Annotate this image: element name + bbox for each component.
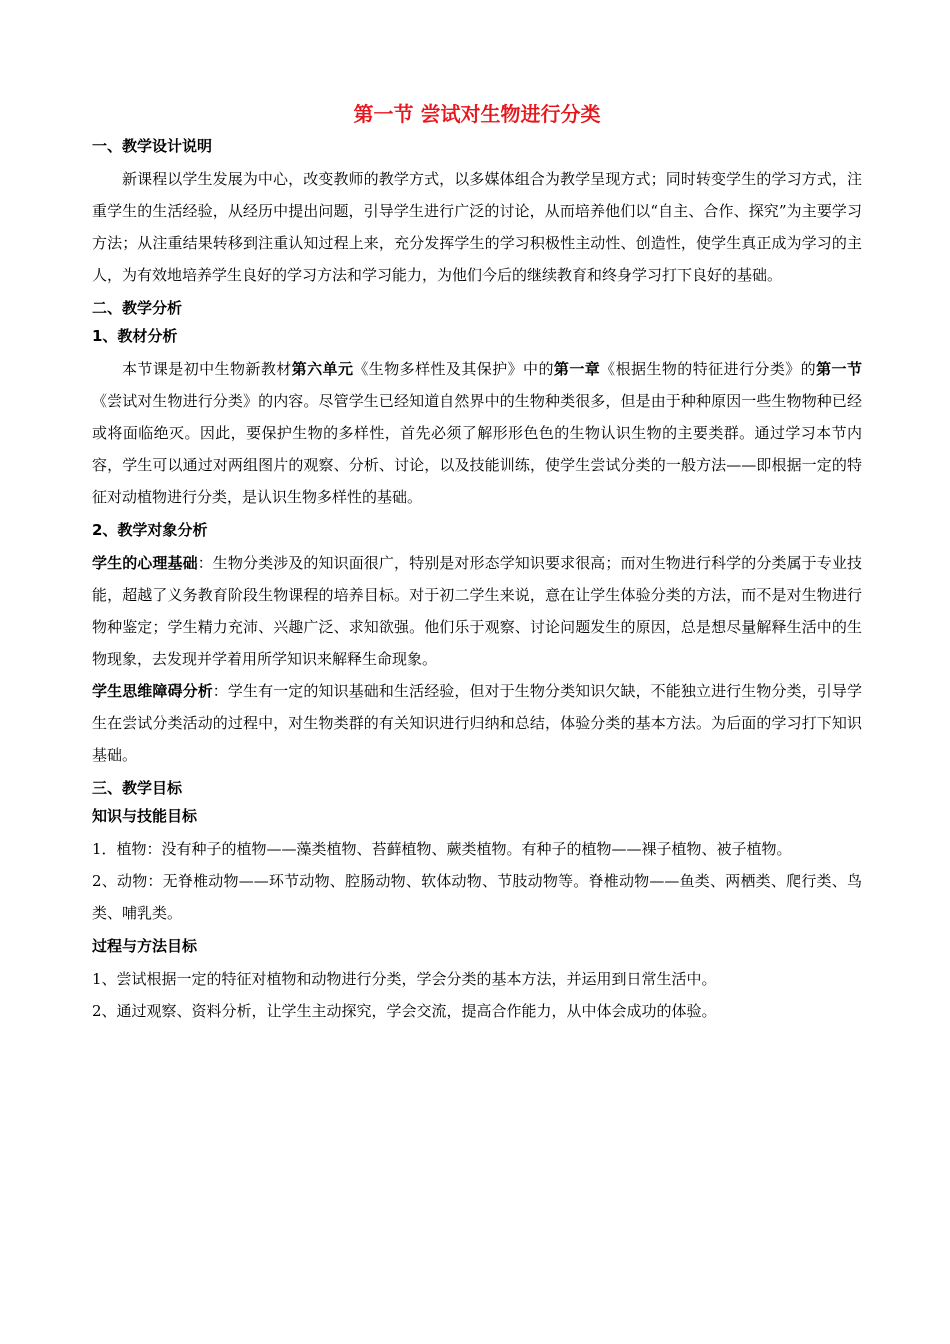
section-heading-goals: 三、教学目标 — [92, 779, 183, 797]
knowledge-item-plants: 1．植物：没有种子的植物——藻类植物、苔藓植物、蕨类植物。有种子的植物——裸子植物、被子植物。 — [92, 840, 792, 858]
document-page — [92, 100, 862, 1027]
design-paragraph: 新课程以学生发展为中心，改变教师的教学方式，以多媒体组合为教学呈现方式；同时转变学生的学习方式，注重学生的生活经验，从经历中提出问题，引导学生进行广泛的讨论，从而培养他们以“自主、合作、探究”为主要学习方法；从注重结果转移到注重认知过程上来，充分发挥学生的学习积极性主动性、创造性，使学生真正成为学习的主人，为有效地培养学生良好的学习方法和学习能力，为他们今后的继续教育和终身学习打下良好的基础。 — [92, 170, 862, 284]
obstacle-paragraph — [92, 675, 862, 771]
knowledge-item-animals: 2、动物：无脊椎动物——环节动物、腔肠动物、软体动物、节肢动物等。脊椎动物——鱼类、两栖类、爬行类、鸟类、哺乳类。 — [92, 872, 862, 922]
unit-label: 第六单元 — [291, 360, 354, 378]
material-text-c: 《生物多样性及其保护》中的 — [353, 360, 554, 378]
material-analysis-paragraph — [92, 353, 862, 513]
subheading-student-analysis: 2、教学对象分析 — [92, 521, 208, 539]
psychology-label: 学生的心理基础 — [92, 554, 198, 572]
obstacle-text: ：学生有一定的知识基础和生活经验，但对于生物分类知识欠缺，不能独立进行生物分类，引导学生在尝试分类活动的过程中，对生物类群的有关知识进行归纳和总结，体验分类的基本方法。为后面的学习打下知识基础。 — [92, 682, 862, 764]
section-heading-analysis: 二、教学分析 — [92, 299, 183, 317]
document-title: 第一节 尝试对生物进行分类 — [353, 102, 601, 126]
material-text-e: 《根据生物的特征进行分类》的 — [600, 360, 817, 378]
chapter-label: 第一章 — [553, 360, 601, 378]
material-text-g: 《尝试对生物进行分类》的内容。尽管学生已经知道自然界中的生物种类很多，但是由于种种原因一些生物物种已经或将面临绝灭。因此，要保护生物的多样性，首先必须了解形形色色的生物认识生物的主要类群。通过学习本节内容，学生可以通过对两组图片的观察、分析、讨论，以及技能训练，使学生尝试分类的一般方法——即根据一定的特征对动植物进行分类，是认识生物多样性的基础。 — [92, 392, 862, 506]
process-item-1: 1、尝试根据一定的特征对植物和动物进行分类，学会分类的基本方法，并运用到日常生活中。 — [92, 970, 717, 988]
subheading-material-analysis: 1、教材分析 — [92, 327, 178, 345]
section-label: 第一节 — [816, 360, 862, 378]
section-heading-design: 一、教学设计说明 — [92, 137, 213, 155]
process-item-2: 2、通过观察、资料分析，让学生主动探究，学会交流，提高合作能力，从中体会成功的体验。 — [92, 1002, 717, 1020]
subheading-process-goals: 过程与方法目标 — [92, 937, 198, 955]
psychology-paragraph — [92, 547, 862, 675]
obstacle-label: 学生思维障碍分析 — [92, 682, 213, 700]
material-text-a: 本节课是初中生物新教材 — [122, 360, 292, 378]
psychology-text: ：生物分类涉及的知识面很广，特别是对形态学知识要求很高；而对生物进行科学的分类属于专业技能，超越了义务教育阶段生物课程的培养目标。对于初二学生来说，意在让学生体验分类的方法，而不是对生物进行物种鉴定；学生精力充沛、兴趣广泛、求知欲强。他们乐于观察、讨论问题发生的原因，总是想尽量解释生活中的生物现象，去发现并学着用所学知识来解释生命现象。 — [92, 554, 862, 668]
subheading-knowledge-goals: 知识与技能目标 — [92, 807, 198, 825]
